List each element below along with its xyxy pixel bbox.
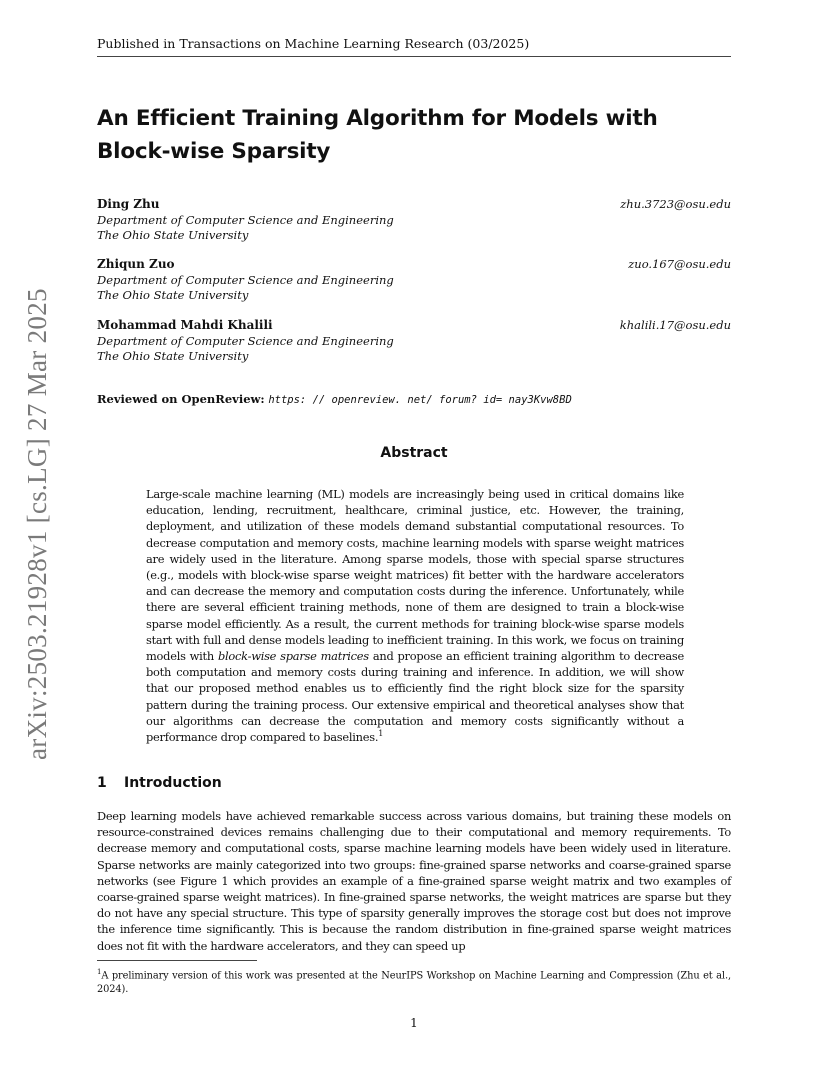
abstract-body — [146, 486, 684, 745]
arxiv-side-label: arXiv:2503.21928v1 [cs.LG] 27 Mar 2025 — [22, 288, 52, 760]
author-department: Department of Computer Science and Engineering — [97, 272, 394, 287]
footnote-number: 1 — [97, 968, 102, 976]
author-email[interactable]: zuo.167@osu.edu — [628, 257, 731, 271]
footnote-marker[interactable]: 1 — [378, 729, 384, 739]
section-number: 1 — [97, 775, 107, 791]
section-heading — [97, 775, 222, 791]
abstract-text-part1: Large-scale machine learning (ML) models are increasingly being used in critical domains like education, lending, recruitment, healthcare, criminal justice, etc. However, the training, deployment, and utilization of these models demand substantial computational resources. To decrease computation and memory costs, machine learning models with sparse weight matrices are widely used in the literature. Among sparse models, those with special sparse structures (e.g., models with block-wise sparse weight matrices) fit better with the hardware accelerators and can decrease the memory and computation costs during the inference. Unfortunately, while there are several efficient training methods, none of them are designed to train a block-wise sparse model efficiently. As a result, the current methods for training block-wise sparse models start with full and dense models leading to inefficient training. In this work, we focus on training models with — [146, 487, 684, 664]
author-name: Zhiqun Zuo — [97, 257, 175, 271]
author-email[interactable]: khalili.17@osu.edu — [619, 318, 731, 332]
intro-paragraph: Deep learning models have achieved remarkable success across various domains, but training these models on resource-constrained devices remains challenging due to their computational and memory requirements. To decrease memory and computational costs, sparse machine learning models have been widely used in literature. Sparse networks are mainly categorized into two groups: fine-grained sparse networks and coarse-grained sparse networks (see Figure 1 which provides an example of a fine-grained sparse weight matrix and two examples of coarse-grained sparse weight matrices). In fine-grained sparse networks, the weight matrices are sparse but they do not have any special structure. This type of sparsity generally improves the storage cost but does not improve the inference time significantly. This is because the random distribution in fine-grained sparse weight matrices does not fit with the hardware accelerators, and they can speed up — [97, 809, 731, 953]
author-block — [97, 197, 731, 244]
abstract-text-part2: and propose an efficient training algorithm to decrease both computation and memory costs during training and inference. In addition, we will show that our proposed method enables us to efficiently find the right block size for the sparsity pattern during the training process. Our extensive empirical and theoretical analyses show that our algorithms can decrease the computation and memory costs significantly without a performance drop compared to baselines. — [146, 649, 684, 745]
review-line — [97, 392, 572, 406]
running-header: Published in Transactions on Machine Learning Research (03/2025) — [97, 36, 731, 57]
abstract-heading: Abstract — [380, 445, 448, 461]
openreview-link[interactable]: https: // openreview. net/ forum? id= nay3Kvw8BD — [268, 394, 572, 406]
author-department: Department of Computer Science and Engineering — [97, 333, 394, 348]
author-university: The Ohio State University — [97, 288, 249, 302]
author-name: Mohammad Mahdi Khalili — [97, 318, 273, 332]
review-label: Reviewed on OpenReview: — [97, 392, 265, 406]
author-email[interactable]: zhu.3723@osu.edu — [620, 197, 731, 211]
author-university: The Ohio State University — [97, 228, 249, 242]
author-block — [97, 318, 731, 365]
section-title: Introduction — [124, 775, 222, 791]
page-number: 1 — [410, 1016, 418, 1030]
author-department: Department of Computer Science and Engineering — [97, 212, 394, 227]
author-name: Ding Zhu — [97, 197, 160, 211]
author-block — [97, 257, 731, 304]
footnote-text: A preliminary version of this work was presented at the NeurIPS Workshop on Machine Learning and Compression (Zhu et al., 2024). — [97, 970, 731, 996]
author-university: The Ohio State University — [97, 349, 249, 363]
footnote — [97, 965, 731, 997]
paper-title: An Efficient Training Algorithm for Models with Block-wise Sparsity — [97, 106, 658, 164]
abstract-emphasis: block-wise sparse matrices — [217, 649, 369, 664]
footnote-divider — [97, 960, 257, 961]
